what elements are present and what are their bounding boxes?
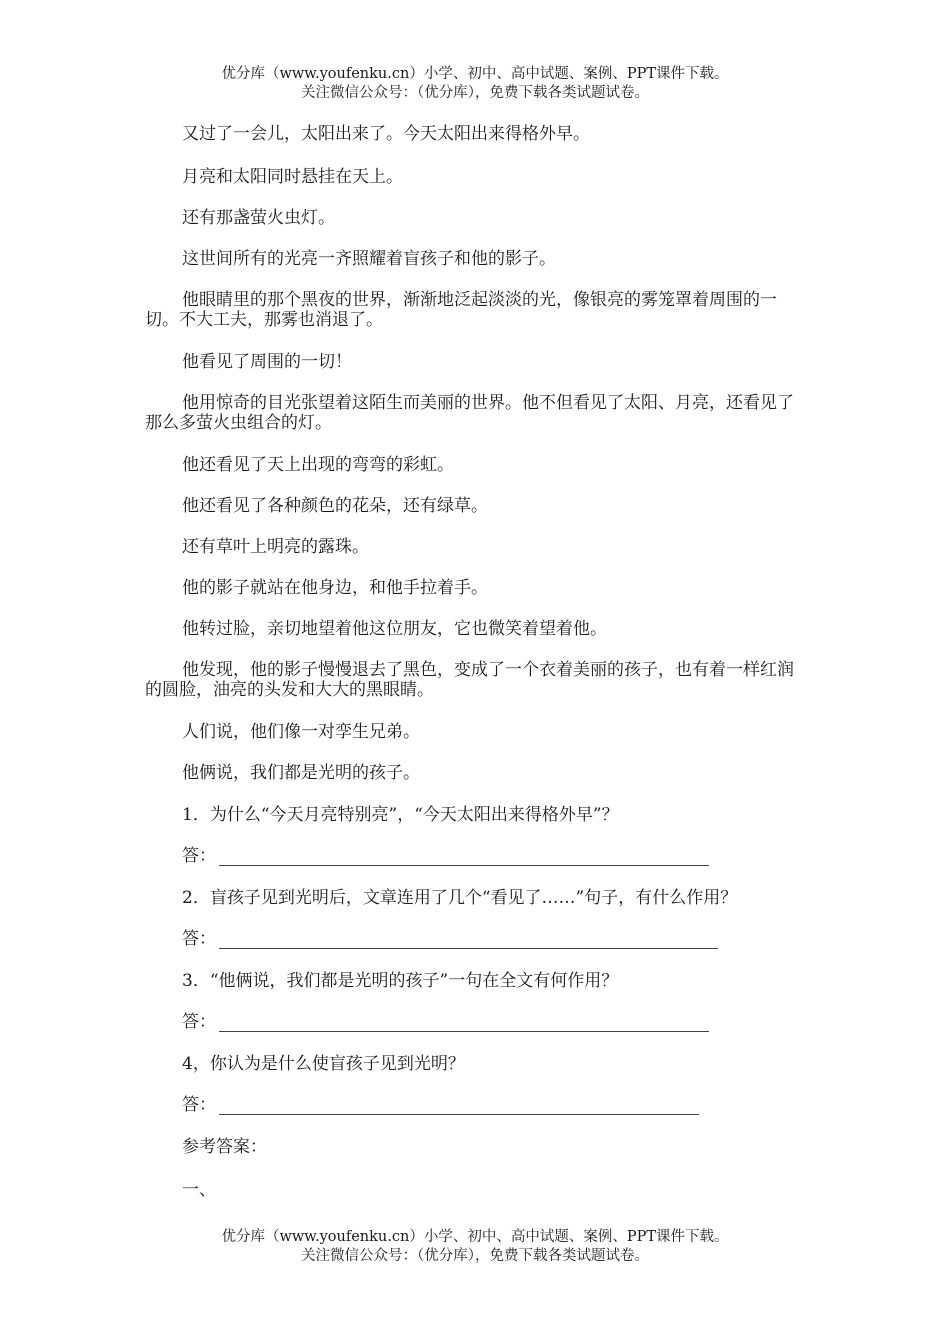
question-2: 2．盲孩子见到光明后，文章连用了几个“看见了……”句子，有什么作用？ [182, 888, 738, 908]
paragraph: 他眼睛里的那个黑夜的世界，渐渐地泛起淡淡的光，像银亮的雾笼罩着周围的一切。不大工夫，那雾也消退了。 [145, 290, 777, 330]
answer-label: 答： [182, 1095, 216, 1115]
paragraph: 还有那盏萤火虫灯。 [182, 208, 335, 228]
paragraph: 他转过脸，亲切地望着他这位朋友，它也微笑着望着他。 [182, 619, 607, 639]
paragraph: 他还看见了天上出现的弯弯的彩虹。 [182, 455, 454, 475]
footer-line-1: 优分库（www.youfenku.cn）小学、初中、高中试题、案例、PPT课件下载。 [221, 1229, 729, 1245]
answer-label: 答： [182, 1012, 216, 1032]
paragraph: 还有草叶上明亮的露珠。 [182, 537, 369, 557]
paragraph: 他的影子就站在他身边，和他手拉着手。 [182, 578, 488, 598]
answer-blank-line[interactable] [219, 1114, 699, 1115]
paragraph: 他俩说，我们都是光明的孩子。 [182, 763, 420, 783]
page-footer [0, 1228, 950, 1266]
question-1: 1．为什么“今天月亮特别亮”，“今天太阳出来得格外早”？ [182, 805, 619, 825]
page-header [0, 65, 950, 103]
question-3: 3．“他俩说，我们都是光明的孩子”一句在全文有何作用？ [182, 971, 619, 991]
answer-blank-line[interactable] [219, 948, 718, 949]
paragraph: 又过了一会儿，太阳出来了。今天太阳出来得格外早。 [182, 124, 590, 144]
footer-line-2: 关注微信公众号：（优分库），免费下载各类试题试卷。 [301, 1248, 649, 1264]
answer-blank-line[interactable] [219, 865, 709, 866]
header-line-1: 优分库（www.youfenku.cn）小学、初中、高中试题、案例、PPT课件下载。 [221, 66, 729, 82]
answer-4 [182, 1095, 216, 1115]
answer-label: 答： [182, 929, 216, 949]
question-4: 4，你认为是什么使盲孩子见到光明？ [182, 1054, 465, 1074]
section-one-heading: 一、 [182, 1180, 216, 1200]
paragraph: 他还看见了各种颜色的花朵，还有绿草。 [182, 496, 488, 516]
answer-label: 答： [182, 846, 216, 866]
answer-2 [182, 929, 216, 949]
paragraph: 人们说，他们像一对孪生兄弟。 [182, 722, 420, 742]
paragraph: 他看见了周围的一切！ [182, 352, 352, 372]
reference-answers-title: 参考答案： [182, 1137, 267, 1157]
paragraph: 他用惊奇的目光张望着这陌生而美丽的世界。他不但看见了太阳、月亮，还看见了那么多萤火虫组合的灯。 [145, 393, 794, 433]
paragraph: 他发现，他的影子慢慢退去了黑色，变成了一个衣着美丽的孩子，也有着一样红润的圆脸，油亮的头发和大大的黑眼睛。 [145, 660, 794, 700]
answer-1 [182, 846, 216, 866]
paragraph: 这世间所有的光亮一齐照耀着盲孩子和他的影子。 [182, 249, 556, 269]
paragraph: 月亮和太阳同时悬挂在天上。 [182, 167, 403, 187]
header-line-2: 关注微信公众号：（优分库），免费下载各类试题试卷。 [301, 85, 649, 101]
answer-blank-line[interactable] [219, 1031, 709, 1032]
answer-3 [182, 1012, 216, 1032]
